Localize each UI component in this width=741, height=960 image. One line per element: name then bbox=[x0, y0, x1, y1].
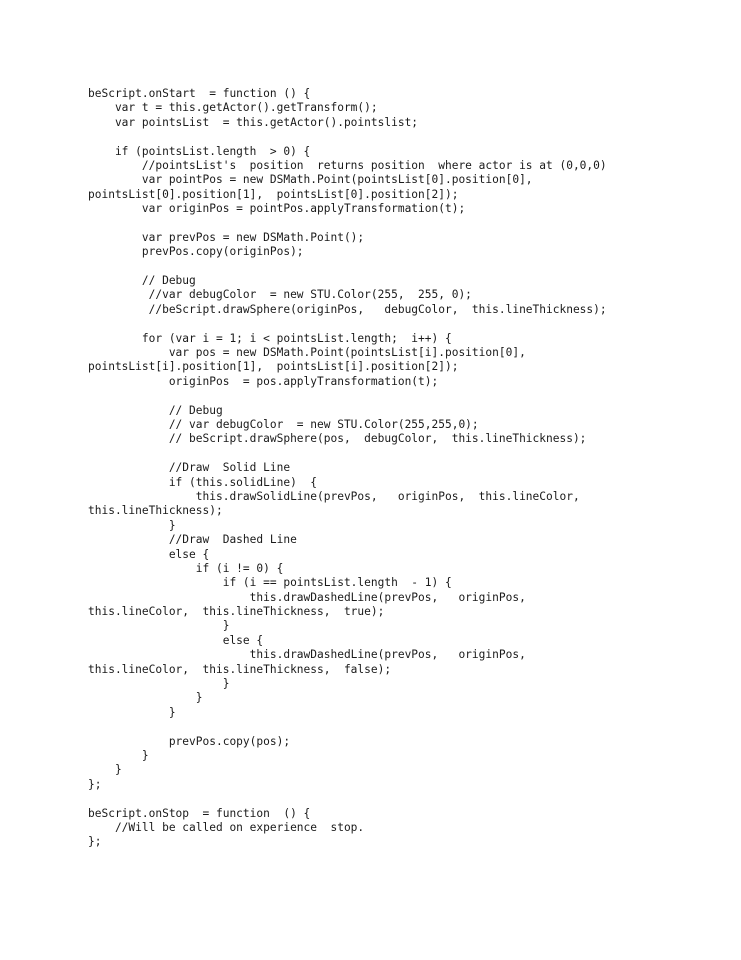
code-line: //Draw Dashed Line bbox=[88, 533, 297, 547]
code-line: if (pointsList.length > 0) { bbox=[88, 144, 311, 158]
code-line: beScript.onStart = function () { bbox=[88, 87, 311, 100]
code-line: } bbox=[88, 619, 230, 633]
code-line: //Will be called on experience stop. bbox=[88, 820, 365, 834]
code-line: //pointsList's position returns position where actor is at (0,0,0) bbox=[88, 158, 607, 172]
code-line: } bbox=[88, 763, 122, 777]
code-line: var t = this.getActor().getTransform(); bbox=[88, 101, 378, 115]
code-line bbox=[88, 130, 728, 144]
code-line: if (i == pointsList.length - 1) { bbox=[88, 576, 452, 590]
code-line: } bbox=[88, 748, 149, 762]
code-line: prevPos.copy(originPos); bbox=[88, 245, 304, 259]
code-line: var pointsList = this.getActor().pointslist; bbox=[88, 115, 419, 129]
code-line: } bbox=[88, 518, 176, 532]
code-line: originPos = pos.applyTransformation(t); bbox=[88, 374, 439, 388]
code-line: this.lineColor, this.lineThickness, true); bbox=[88, 605, 385, 619]
code-block bbox=[88, 87, 728, 850]
code-line: prevPos.copy(pos); bbox=[88, 734, 291, 748]
code-line: this.lineThickness); bbox=[88, 504, 223, 518]
code-line bbox=[88, 389, 728, 403]
code-line: this.lineColor, this.lineThickness, false); bbox=[88, 662, 392, 676]
code-line: }; bbox=[88, 835, 102, 849]
code-line: this.drawDashedLine(prevPos, originPos, bbox=[88, 590, 526, 604]
code-line: }; bbox=[88, 777, 102, 791]
code-line: // Debug bbox=[88, 274, 196, 288]
code-line: var prevPos = new DSMath.Point(); bbox=[88, 230, 365, 244]
code-line: beScript.onStop = function () { bbox=[88, 806, 311, 820]
code-line: if (this.solidLine) { bbox=[88, 475, 318, 489]
code-line: var pointPos = new DSMath.Point(pointsList[0].position[0], bbox=[88, 173, 533, 187]
code-line: var originPos = pointPos.applyTransformation(t); bbox=[88, 202, 466, 216]
code-line bbox=[88, 792, 728, 806]
code-line: //Draw Solid Line bbox=[88, 461, 291, 475]
code-line: else { bbox=[88, 633, 264, 647]
code-line bbox=[88, 720, 728, 734]
code-line: if (i != 0) { bbox=[88, 561, 284, 575]
code-line: //beScript.drawSphere(originPos, debugColor, this.lineThickness); bbox=[88, 302, 607, 316]
code-line: } bbox=[88, 677, 230, 691]
code-line bbox=[88, 217, 728, 231]
code-line: } bbox=[88, 705, 176, 719]
code-line: // Debug bbox=[88, 403, 223, 417]
code-line bbox=[88, 317, 728, 331]
code-line: this.drawDashedLine(prevPos, originPos, bbox=[88, 648, 526, 662]
code-line: pointsList[0].position[1], pointsList[0].position[2]); bbox=[88, 187, 459, 201]
code-line: } bbox=[88, 691, 203, 705]
code-line: // var debugColor = new STU.Color(255,255,0); bbox=[88, 417, 479, 431]
code-line bbox=[88, 260, 728, 274]
code-line: var pos = new DSMath.Point(pointsList[i].position[0], bbox=[88, 346, 526, 360]
code-line: else { bbox=[88, 547, 210, 561]
code-line: pointsList[i].position[1], pointsList[i].position[2]); bbox=[88, 360, 459, 374]
code-line: // beScript.drawSphere(pos, debugColor, this.lineThickness); bbox=[88, 432, 587, 446]
code-line bbox=[88, 447, 728, 461]
code-line: for (var i = 1; i < pointsList.length; i++) { bbox=[88, 331, 452, 345]
code-line: //var debugColor = new STU.Color(255, 255, 0); bbox=[88, 288, 472, 302]
code-line: this.drawSolidLine(prevPos, originPos, this.lineColor, bbox=[88, 489, 580, 503]
